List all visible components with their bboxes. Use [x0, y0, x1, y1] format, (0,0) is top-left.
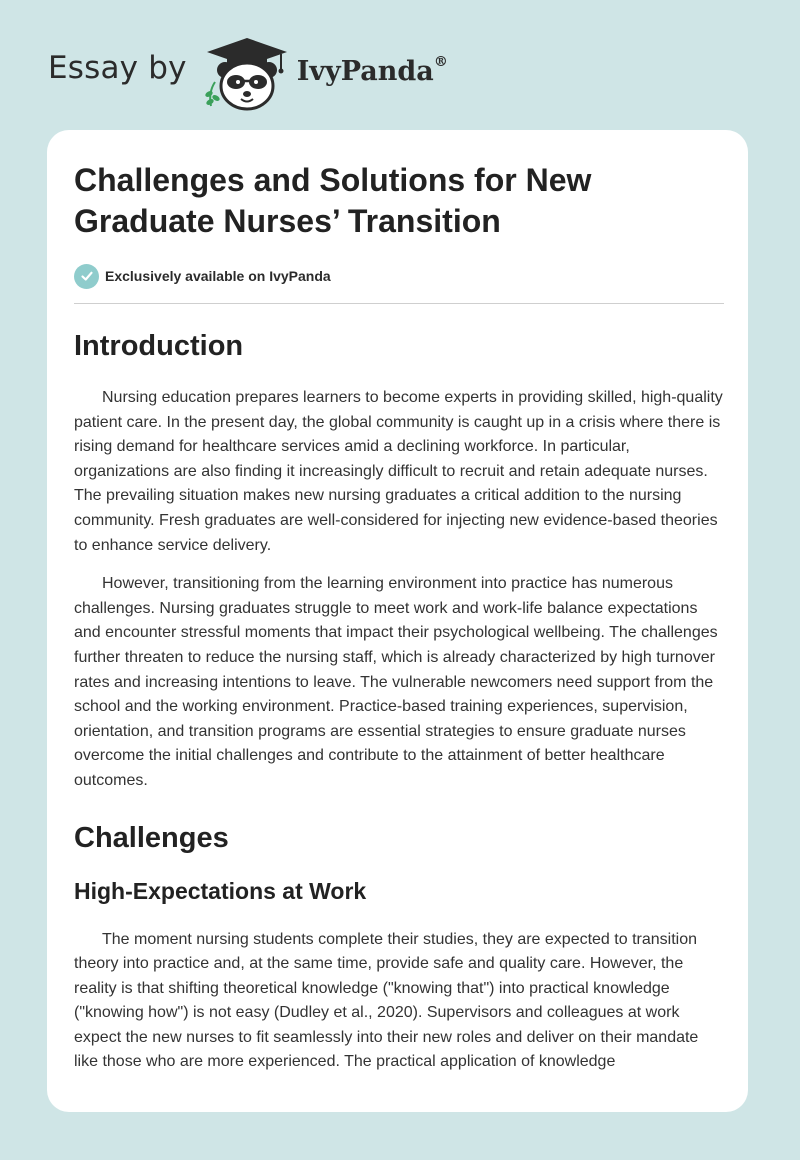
trademark-symbol: ®	[433, 53, 448, 70]
title-line-1: Challenges and Solutions for New	[74, 162, 592, 198]
paragraph-intro-2: However, transitioning from the learning environment into practice has numerous challenges. Nursing graduates struggle to meet work and work-life balance expectations and encounter stressful moments that impact their psychological wellbeing. The challenges further threaten to reduce the nursing staff, which is already characterized by high turnover rates and increasing intentions to leave. The vulnerable newcomers need support from the school and the working environment. Practice-based training experiences, supervision, orientation, and transition programs are essential strategies to ensure graduate nurses overcome the initial challenges and contribute to the attainment of better healthcare outcomes.	[74, 575, 718, 789]
brand-name[interactable]	[296, 53, 448, 87]
title-line-2: Graduate Nurses’ Transition	[74, 203, 501, 239]
paragraph-expectations-1: The moment nursing students complete their studies, they are expected to transition theory into practice and, at the same time, provide safe and quality care. However, the reality is that shifting theoretical knowledge ("knowing that") into practical knowledge ("knowing how") is not easy (Dudley et al., 2020). Supervisors and colleagues at work expect the new nurses to fit seamlessly into their new roles and deliver on their mandate like those who are more experienced. The practical application of knowledge	[74, 930, 699, 1071]
essay-title	[74, 160, 724, 242]
section-heading-introduction: Introduction	[74, 330, 244, 362]
essay-content	[74, 160, 724, 1075]
paragraph-intro-1: Nursing education prepares learners to become experts in providing skilled, high-quality patient care. In the present day, the global community is caught up in a crisis where there is rising demand for healthcare services amid a declining workforce. In particular, organizations are also finding it increasingly difficult to recruit and retain adequate nurses. The prevailing situation makes new nursing graduates a critical addition to the nursing community. Fresh graduates are well-considered for injecting new evidence-based theories to enhance service delivery.	[74, 389, 723, 554]
brand-text: IvyPanda	[296, 55, 434, 87]
exclusive-badge	[74, 263, 724, 289]
exclusive-label: Exclusively available on IvyPanda	[105, 268, 331, 284]
panda-graduate-logo-icon	[201, 36, 293, 112]
essay-by-label: Essay by	[48, 50, 187, 86]
site-header	[48, 36, 448, 112]
subsection-heading-high-expectations: High-Expectations at Work	[74, 877, 367, 904]
essay-card	[47, 130, 748, 1112]
check-circle-icon	[74, 264, 99, 289]
title-divider	[74, 303, 724, 304]
section-heading-challenges: Challenges	[74, 821, 229, 854]
